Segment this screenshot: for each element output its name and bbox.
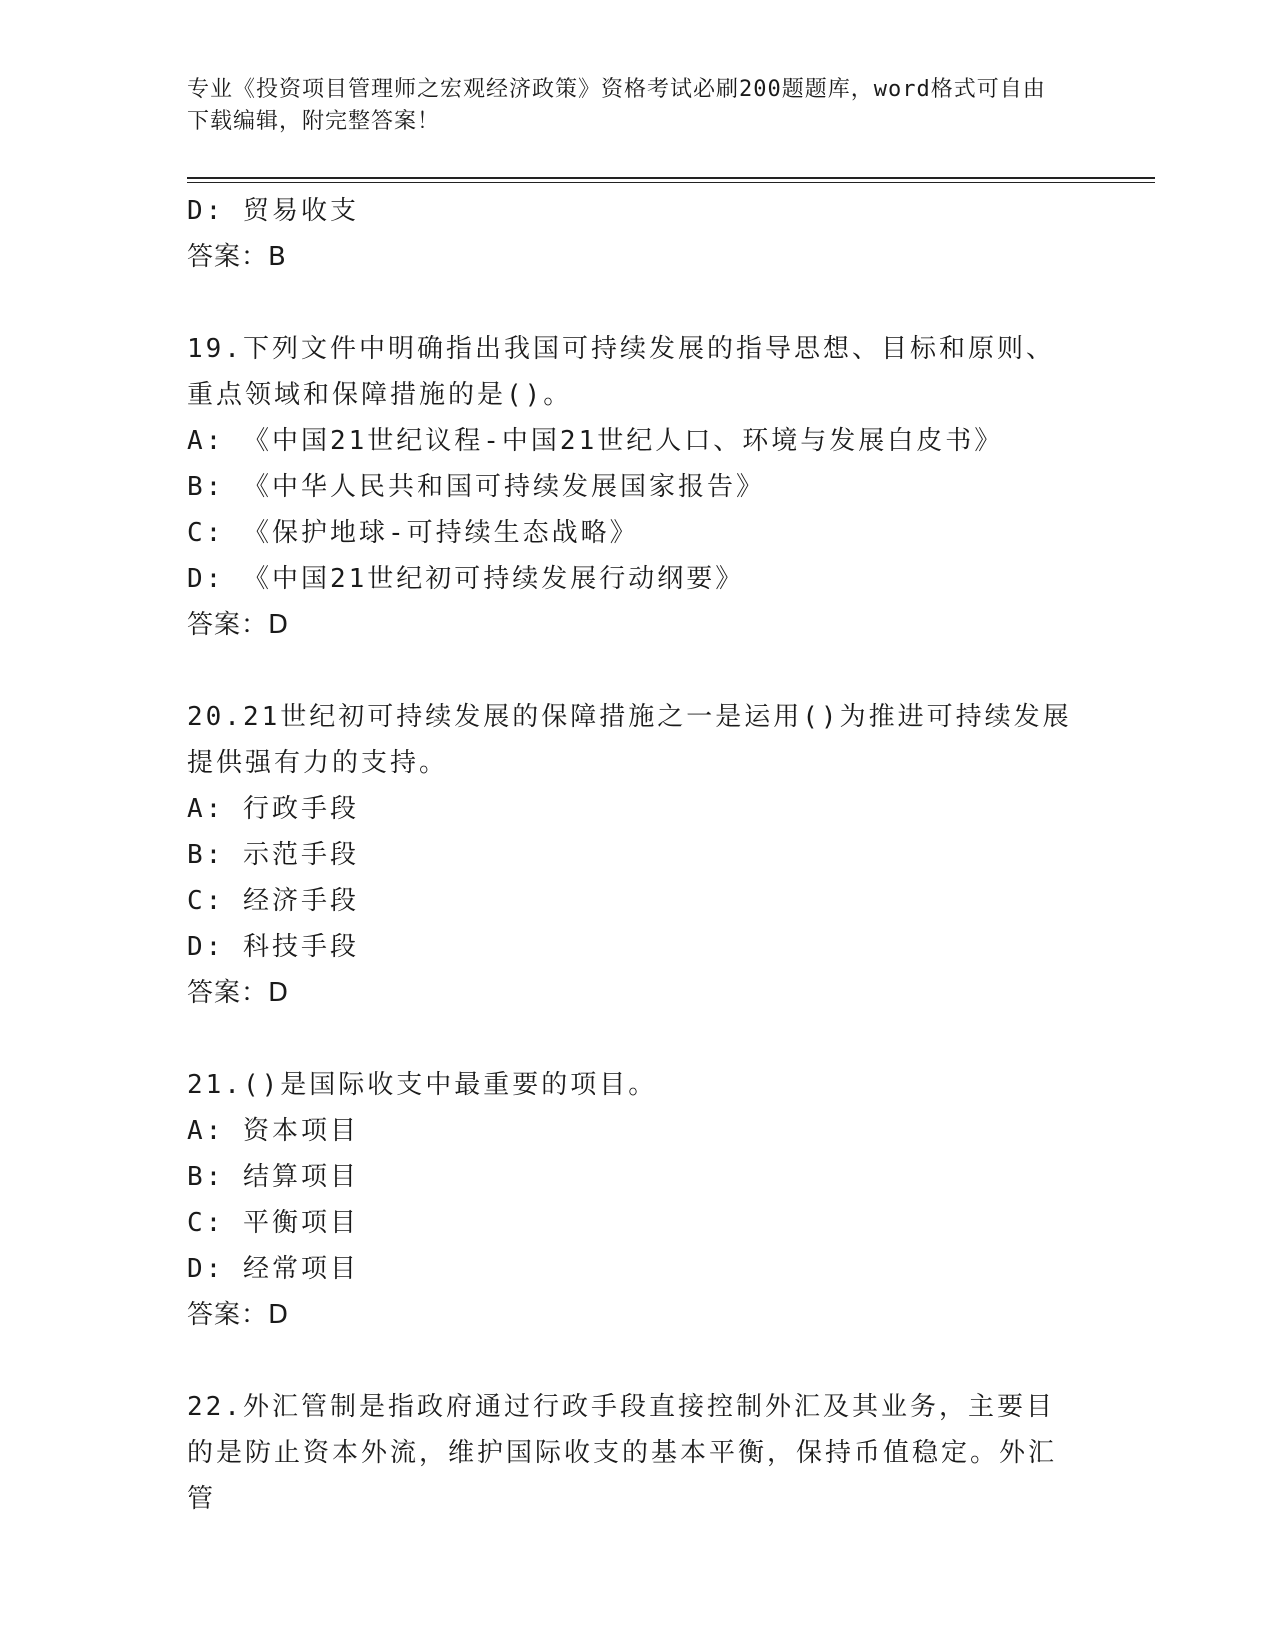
question-block-previous bbox=[187, 188, 1087, 280]
option-d: D: 贸易收支 bbox=[187, 196, 359, 226]
question-block-22 bbox=[187, 1384, 1087, 1522]
question-stem: 19.下列文件中明确指出我国可持续发展的指导思想、目标和原则、重点领域和保障措施的是()。 bbox=[187, 334, 1055, 410]
option-d: D: 经常项目 bbox=[187, 1254, 359, 1284]
option-c: C: 《保护地球-可持续生态战略》 bbox=[187, 518, 639, 548]
question-stem: 22.外汇管制是指政府通过行政手段直接控制外汇及其业务，主要目的是防止资本外流，维护国际收支的基本平衡，保持币值稳定。外汇管 bbox=[187, 1392, 1058, 1514]
spacer bbox=[187, 648, 1087, 694]
document-body bbox=[187, 188, 1087, 1522]
header-divider-thick bbox=[187, 177, 1155, 179]
question-stem: 21.()是国际收支中最重要的项目。 bbox=[187, 1070, 658, 1100]
option-a: A: 《中国21世纪议程-中国21世纪人口、环境与发展白皮书》 bbox=[187, 426, 1004, 456]
option-b: B: 结算项目 bbox=[187, 1162, 359, 1192]
option-c: C: 平衡项目 bbox=[187, 1208, 359, 1238]
answer-line: 答案：D bbox=[187, 978, 290, 1008]
option-d: D: 科技手段 bbox=[187, 932, 359, 962]
spacer bbox=[187, 1338, 1087, 1384]
option-a: A: 行政手段 bbox=[187, 794, 359, 824]
document-header-title: 专业《投资项目管理师之宏观经济政策》资格考试必刷200题题库，word格式可自由下载编辑，附完整答案！ bbox=[187, 77, 1046, 134]
question-stem: 20.21世纪初可持续发展的保障措施之一是运用()为推进可持续发展提供强有力的支持。 bbox=[187, 702, 1072, 778]
answer-line: 答案：B bbox=[187, 242, 287, 272]
option-a: A: 资本项目 bbox=[187, 1116, 359, 1146]
option-b: B: 示范手段 bbox=[187, 840, 359, 870]
option-b: B: 《中华人民共和国可持续发展国家报告》 bbox=[187, 472, 765, 502]
header-divider-thin bbox=[187, 182, 1155, 183]
option-d: D: 《中国21世纪初可持续发展行动纲要》 bbox=[187, 564, 745, 594]
answer-line: 答案：D bbox=[187, 610, 290, 640]
option-c: C: 经济手段 bbox=[187, 886, 359, 916]
spacer bbox=[187, 1016, 1087, 1062]
question-block-20 bbox=[187, 694, 1087, 1016]
question-block-19 bbox=[187, 326, 1087, 648]
question-block-21 bbox=[187, 1062, 1087, 1338]
spacer bbox=[187, 280, 1087, 326]
answer-line: 答案：D bbox=[187, 1300, 290, 1330]
